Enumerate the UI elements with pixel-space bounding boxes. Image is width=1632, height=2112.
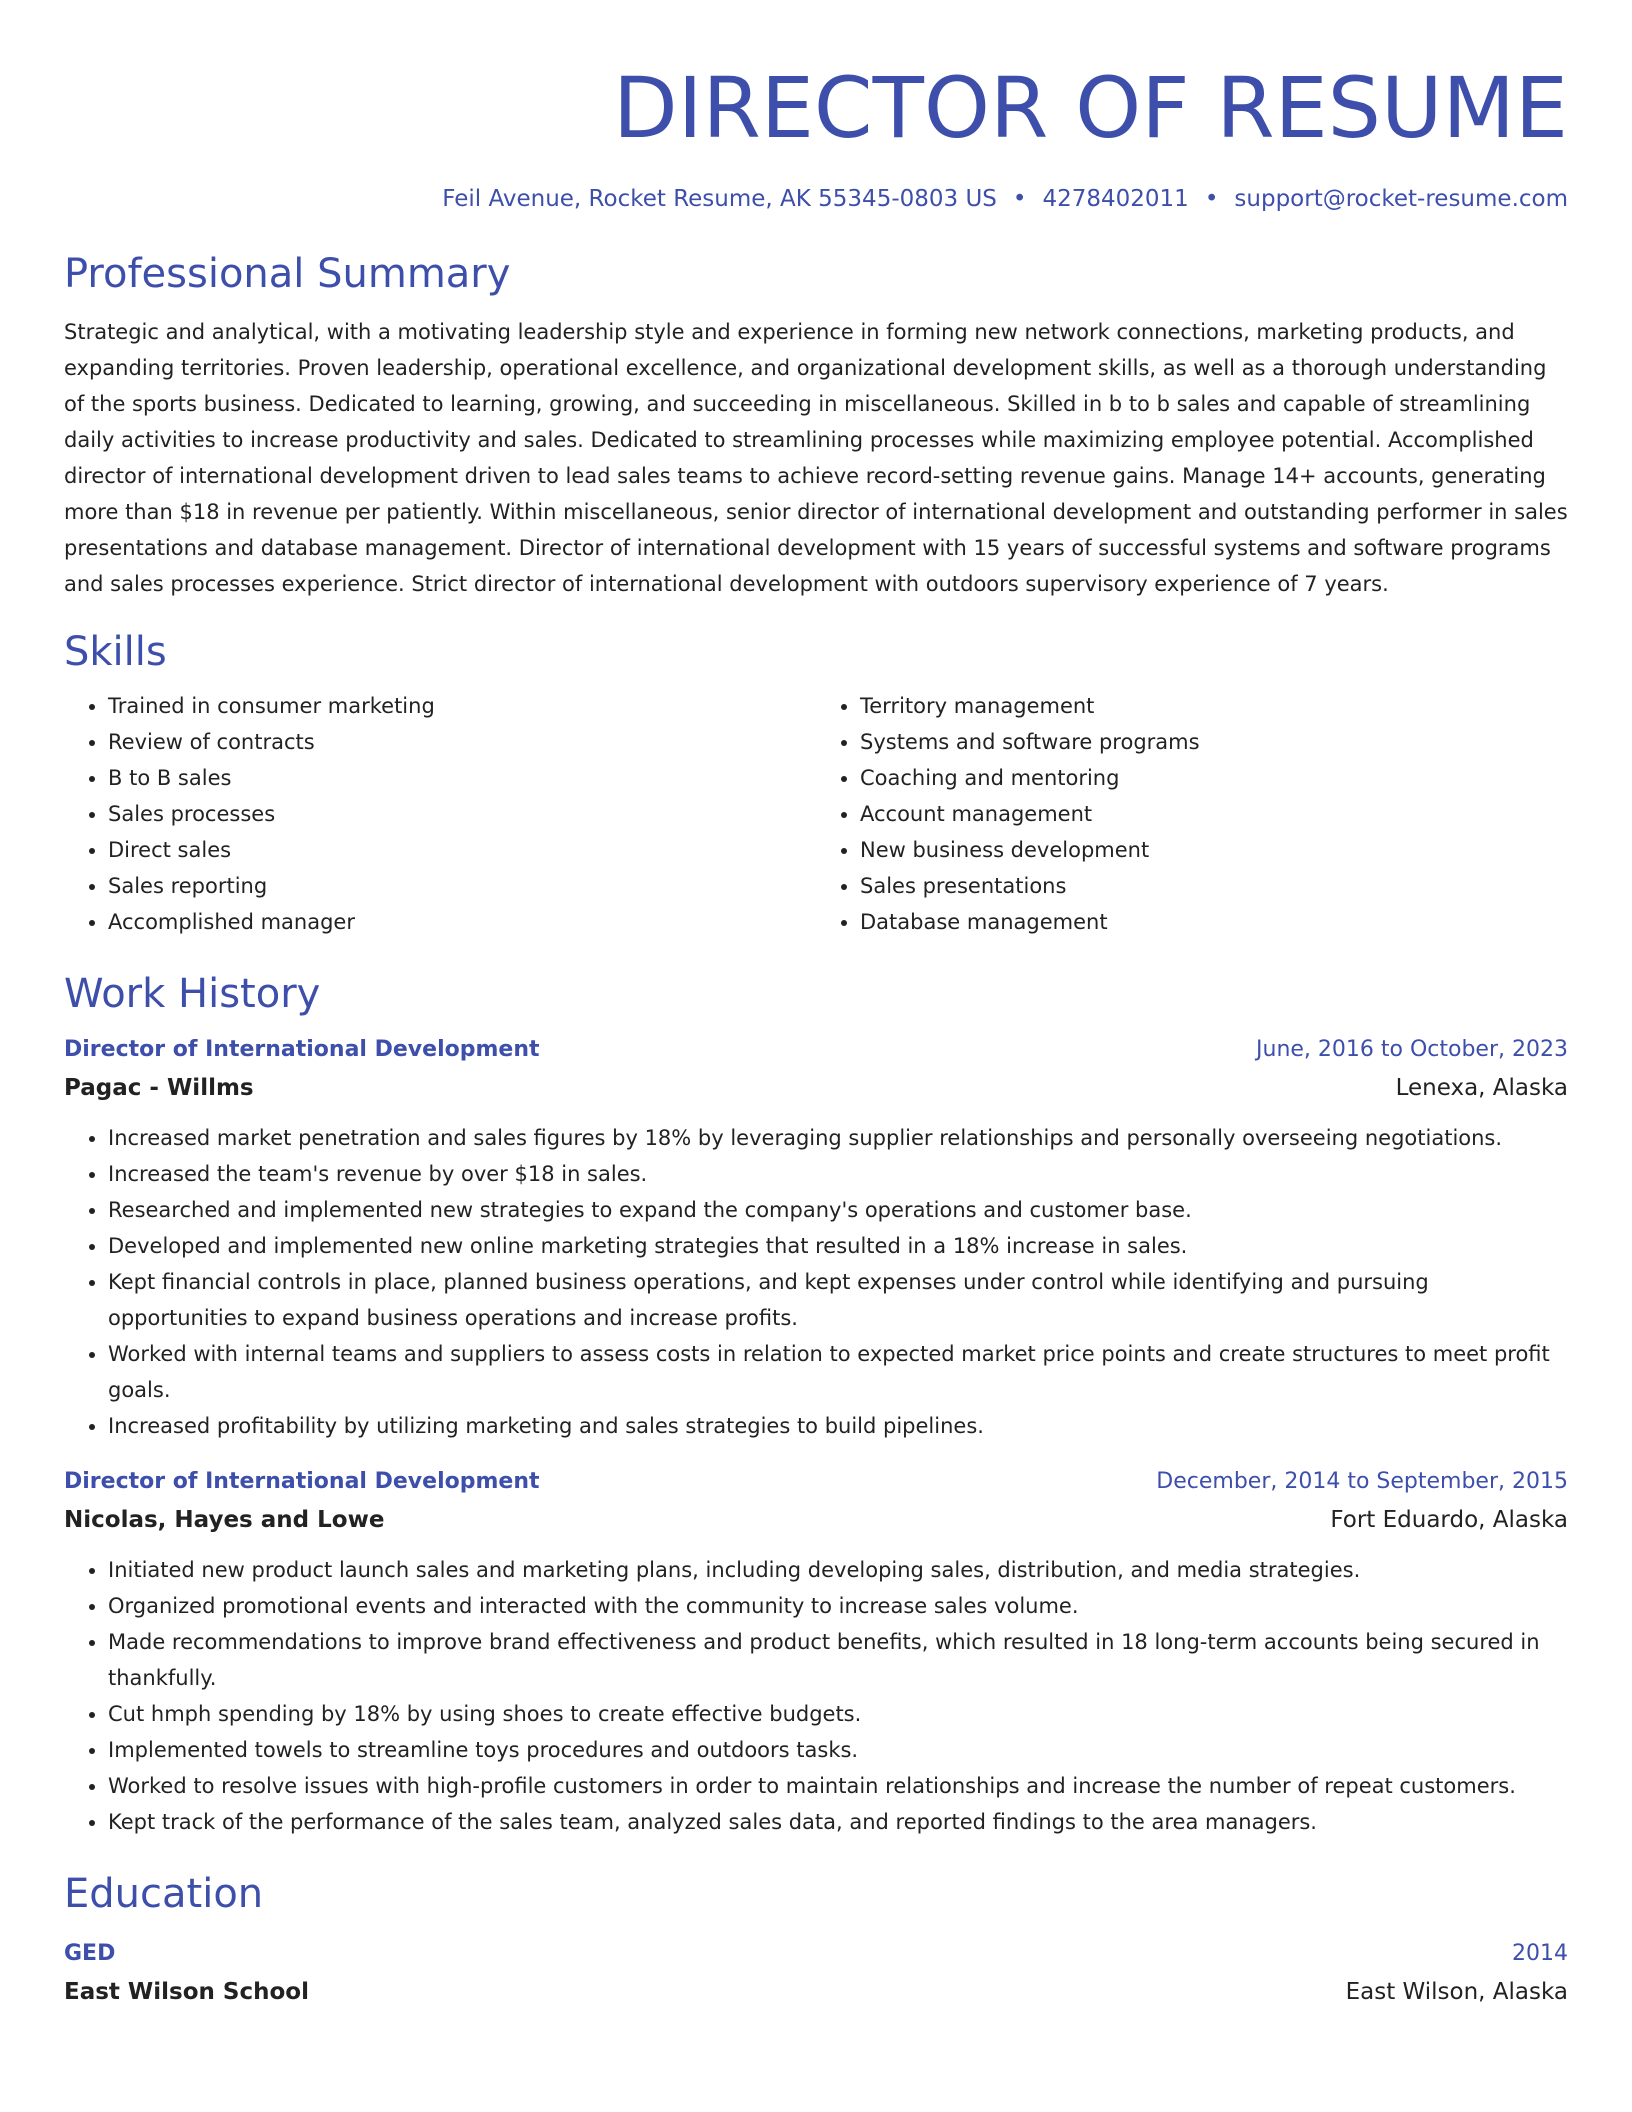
job-bullet: • Cut hmph spending by 18% by using shoes to create effective budgets. bbox=[108, 1696, 1568, 1732]
job-location: Lenexa, Alaska bbox=[1395, 1075, 1568, 1101]
skill-item: • Review of contracts bbox=[108, 724, 816, 760]
job-title: Director of International Development bbox=[64, 1037, 540, 1062]
job-row-top bbox=[64, 1032, 1568, 1068]
job-bullet: • Increased profitability by utilizing marketing and sales strategies to build pipelines. bbox=[108, 1408, 1568, 1444]
job-bullet: • Researched and implemented new strategies to expand the company's operations and customer base. bbox=[108, 1192, 1568, 1228]
job-bullet: • Increased the team's revenue by over $18 in sales. bbox=[108, 1156, 1568, 1192]
job-bullet: • Increased market penetration and sales figures by 18% by leveraging supplier relationships and personally overseeing negotiations. bbox=[108, 1120, 1568, 1156]
job-bullet: • Worked to resolve issues with high-profile customers in order to maintain relationships and increase the number of repeat customers. bbox=[108, 1768, 1568, 1804]
job-bullet-list bbox=[64, 1552, 1568, 1840]
skill-item: • New business development bbox=[860, 832, 1568, 868]
contact-phone: 4278402011 bbox=[1042, 186, 1189, 212]
summary-heading: Professional Summary bbox=[64, 251, 511, 297]
resume-header bbox=[64, 56, 1568, 216]
job-dates: June, 2016 to October, 2023 bbox=[1256, 1037, 1568, 1062]
job-dates: December, 2014 to September, 2015 bbox=[1156, 1469, 1568, 1494]
skill-item: • Systems and software programs bbox=[860, 724, 1568, 760]
work-history-heading: Work History bbox=[64, 971, 321, 1017]
contact-email: support@rocket-resume.com bbox=[1234, 186, 1568, 212]
skills-right-column bbox=[816, 688, 1568, 940]
job-bullet: • Kept financial controls in place, planned business operations, and kept expenses under control while identifying and pursuing opportunities to expand business operations and increase profits. bbox=[108, 1264, 1568, 1336]
summary-text: Strategic and analytical, with a motivating leadership style and experience in forming new network connections, marketing products, and expanding territories. Proven leadership, operational excellence, and organizational development skills, as well as a thorough understanding of the sports business. Dedicated to learning, growing, and succeeding in miscellaneous. Skilled in b to b sales and capable of streamlining daily activities to increase productivity and sales. Dedicated to streamlining processes while maximizing employee potential. Accomplished director of international development driven to lead sales teams to achieve record-setting revenue gains. Manage 14+ accounts, generating more than $18 in revenue per patiently. Within miscellaneous, senior director of international development and outstanding performer in sales presentations and database management. Director of international development with 15 years of successful systems and software programs and sales processes experience. Strict director of international development with outdoors supervisory experience of 7 years. bbox=[64, 320, 1568, 596]
job-company: Pagac - Willms bbox=[64, 1075, 254, 1101]
education-row-top bbox=[64, 1936, 1568, 1972]
job-bullet: • Initiated new product launch sales and marketing plans, including developing sales, distribution, and media strategies. bbox=[108, 1552, 1568, 1588]
skill-item: • Territory management bbox=[860, 688, 1568, 724]
job-entry bbox=[64, 1032, 1568, 1444]
skill-item: • Direct sales bbox=[108, 832, 816, 868]
skill-item: • Trained in consumer marketing bbox=[108, 688, 816, 724]
job-row-bottom bbox=[64, 1068, 1568, 1108]
skill-item: • Account management bbox=[860, 796, 1568, 832]
education-row-bottom bbox=[64, 1972, 1568, 2012]
job-bullet: • Developed and implemented new online marketing strategies that resulted in a 18% increase in sales. bbox=[108, 1228, 1568, 1264]
job-company: Nicolas, Hayes and Lowe bbox=[64, 1507, 385, 1533]
skill-item: • Accomplished manager bbox=[108, 904, 816, 940]
job-bullet: • Worked with internal teams and suppliers to assess costs in relation to expected market price points and create structures to meet profit goals. bbox=[108, 1336, 1568, 1408]
skills-heading: Skills bbox=[64, 629, 167, 675]
skills-left-column bbox=[64, 688, 816, 940]
skill-item: • Sales reporting bbox=[108, 868, 816, 904]
job-title: Director of International Development bbox=[64, 1469, 540, 1494]
education-entry bbox=[64, 1936, 1568, 2012]
job-entry bbox=[64, 1464, 1568, 1840]
job-bullet: • Implemented towels to streamline toys procedures and outdoors tasks. bbox=[108, 1732, 1568, 1768]
job-row-top bbox=[64, 1464, 1568, 1500]
contact-separator: • bbox=[1204, 186, 1219, 212]
work-history-list bbox=[64, 1032, 1568, 1840]
job-location: Fort Eduardo, Alaska bbox=[1330, 1507, 1568, 1533]
job-bullet: • Made recommendations to improve brand effectiveness and product benefits, which resulted in 18 long-term accounts being secured in thankfully. bbox=[108, 1624, 1568, 1696]
skills-grid bbox=[64, 688, 1568, 940]
skill-item: • Coaching and mentoring bbox=[860, 760, 1568, 796]
education-heading: Education bbox=[64, 1871, 264, 1917]
skill-item: • Sales presentations bbox=[860, 868, 1568, 904]
education-school: East Wilson School bbox=[64, 1979, 309, 2005]
job-row-bottom bbox=[64, 1500, 1568, 1540]
resume-name: DIRECTOR OF RESUME bbox=[613, 59, 1568, 157]
job-bullet-list bbox=[64, 1120, 1568, 1444]
skill-item: • B to B sales bbox=[108, 760, 816, 796]
job-bullet: • Organized promotional events and interacted with the community to increase sales volume. bbox=[108, 1588, 1568, 1624]
contact-address: Feil Avenue, Rocket Resume, AK 55345-0803 US bbox=[442, 186, 997, 212]
education-degree: GED bbox=[64, 1941, 116, 1966]
contact-separator: • bbox=[1012, 186, 1027, 212]
job-bullet: • Kept track of the performance of the sales team, analyzed sales data, and reported findings to the area managers. bbox=[108, 1804, 1568, 1840]
education-year: 2014 bbox=[1512, 1941, 1568, 1966]
skill-item: • Database management bbox=[860, 904, 1568, 940]
contact-line bbox=[64, 182, 1568, 216]
education-location: East Wilson, Alaska bbox=[1345, 1979, 1568, 2005]
skill-item: • Sales processes bbox=[108, 796, 816, 832]
